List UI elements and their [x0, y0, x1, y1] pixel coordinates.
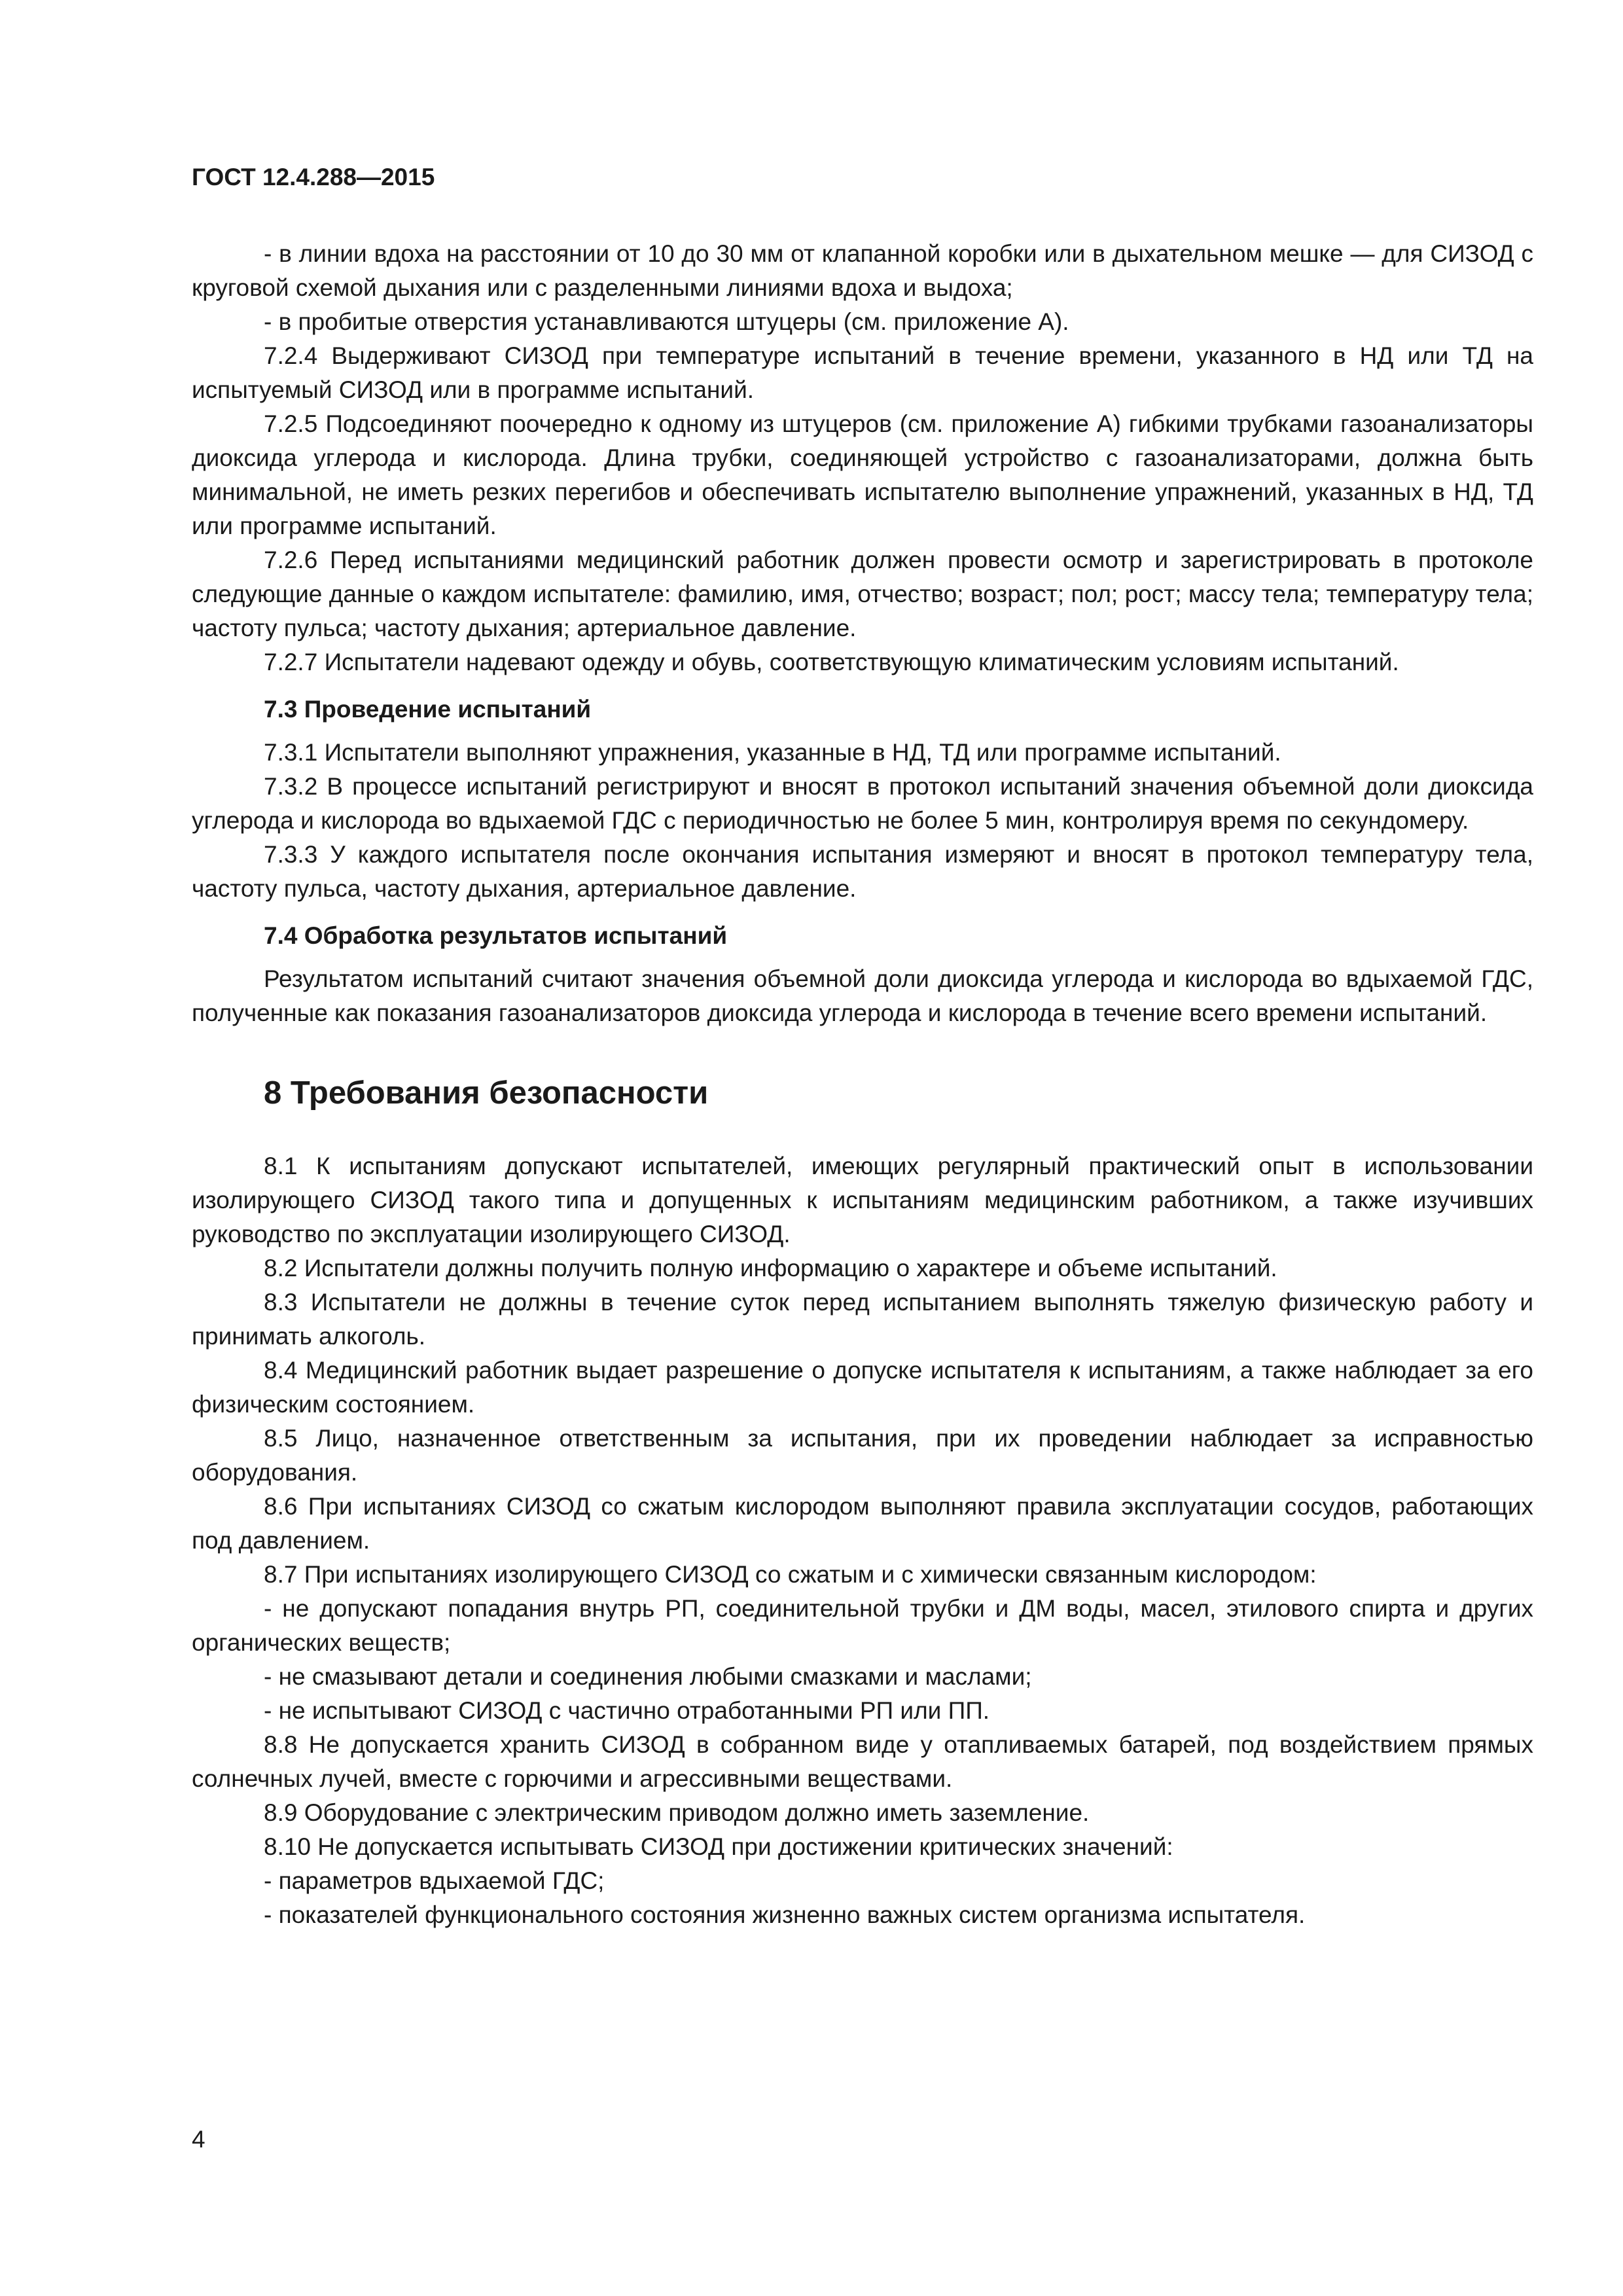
paragraph: 8.8 Не допускается хранить СИЗОД в собранном виде у отапливаемых батарей, под воздействием прямых солнечных лучей, вместе с горючими и агрессивными веществами. — [192, 1731, 1533, 1792]
document-body — [192, 237, 1533, 1932]
chapter-heading-8: 8 Требования безопасности — [264, 1075, 709, 1111]
paragraph: 8.6 При испытаниях СИЗОД со сжатым кислородом выполняют правила эксплуатации сосудов, работающих под давлением. — [192, 1493, 1533, 1554]
paragraph: 7.3.3 У каждого испытателя после окончания испытания измеряют и вносят в протокол температуру тела, частоту пульса, частоту дыхания, артериальное давление. — [192, 841, 1533, 902]
paragraph: 7.3.1 Испытатели выполняют упражнения, указанные в НД, ТД или программе испытаний. — [264, 739, 1281, 766]
section-heading-7-4: 7.4 Обработка результатов испытаний — [264, 922, 728, 949]
section-heading-7-3: 7.3 Проведение испытаний — [264, 696, 592, 723]
paragraph: 8.2 Испытатели должны получить полную информацию о характере и объеме испытаний. — [264, 1255, 1277, 1282]
paragraph: 8.1 К испытаниям допускают испытателей, имеющих регулярный практический опыт в использовании изолирующего СИЗОД такого типа и допущенных к испытаниям медицинским работником, а также изучивших руководство по эксплуатации изолирующего СИЗОД. — [192, 1153, 1533, 1247]
list-item: - не испытывают СИЗОД с частично отработанными РП или ПП. — [264, 1697, 990, 1724]
paragraph: 8.3 Испытатели не должны в течение суток перед испытанием выполнять тяжелую физическую работу и принимать алкоголь. — [192, 1289, 1533, 1350]
paragraph: 7.2.6 Перед испытаниями медицинский работник должен провести осмотр и зарегистрировать в протоколе следующие данные о каждом испытателе: фамилию, имя, отчество; возраст; пол; рост; массу тела; температуру тела; частоту пульса; частоту дыхания; артериальное давление. — [192, 547, 1533, 641]
paragraph: - в пробитые отверстия устанавливаются штуцеры (см. приложение А). — [264, 308, 1069, 335]
paragraph: 7.3.2 В процессе испытаний регистрируют и вносят в протокол испытаний значения объемной доли диоксида углерода и кислорода во вдыхаемой ГДС с периодичностью не более 5 мин, контролируя время по секундомеру. — [192, 773, 1533, 834]
list-item: - параметров вдыхаемой ГДС; — [264, 1867, 605, 1894]
paragraph: Результатом испытаний считают значения объемной доли диоксида углерода и кислорода во вдыхаемой ГДС, полученные как показания газоанализаторов диоксида углерода и кислорода в течение всего времени испытаний. — [192, 965, 1533, 1026]
list-item: - показателей функционального состояния жизненно важных систем организма испытателя. — [264, 1901, 1306, 1928]
document-code-header: ГОСТ 12.4.288—2015 — [192, 164, 435, 190]
paragraph: 8.4 Медицинский работник выдает разрешение о допуске испытателя к испытаниям, а также наблюдает за его физическим состоянием. — [192, 1357, 1533, 1418]
list-item: - не смазывают детали и соединения любыми смазками и маслами; — [264, 1663, 1032, 1690]
document-page — [192, 164, 1533, 1932]
paragraph: 7.2.5 Подсоединяют поочередно к одному из штуцеров (см. приложение А) гибкими трубками газоанализаторы диоксида углерода и кислорода. Длина трубки, соединяющей устройство с газоанализаторами, должна быть минимальной, не иметь резких перегибов и обеспечивать испытателю выполнение упражнений, указанных в НД, ТД или программе испытаний. — [192, 410, 1533, 539]
paragraph: 8.10 Не допускается испытывать СИЗОД при достижении критических значений: — [264, 1833, 1173, 1860]
paragraph: 8.5 Лицо, назначенное ответственным за испытания, при их проведении наблюдает за исправностью оборудования. — [192, 1425, 1533, 1486]
paragraph: 8.7 При испытаниях изолирующего СИЗОД со сжатым и с химически связанным кислородом: — [264, 1561, 1317, 1588]
paragraph: - в линии вдоха на расстоянии от 10 до 30 мм от клапанной коробки или в дыхательном мешке — для СИЗОД с круговой схемой дыхания или с разделенными линиями вдоха и выдоха; — [192, 240, 1533, 301]
paragraph: 7.2.4 Выдерживают СИЗОД при температуре испытаний в течение времени, указанного в НД или ТД на испытуемый СИЗОД или в программе испытаний. — [192, 342, 1533, 403]
paragraph: 8.9 Оборудование с электрическим приводом должно иметь заземление. — [264, 1799, 1090, 1826]
list-item: - не допускают попадания внутрь РП, соединительной трубки и ДМ воды, масел, этилового спирта и других органических веществ; — [192, 1595, 1533, 1656]
page-number: 4 — [192, 2126, 205, 2153]
paragraph: 7.2.7 Испытатели надевают одежду и обувь, соответствующую климатическим условиям испытаний. — [264, 649, 1399, 675]
